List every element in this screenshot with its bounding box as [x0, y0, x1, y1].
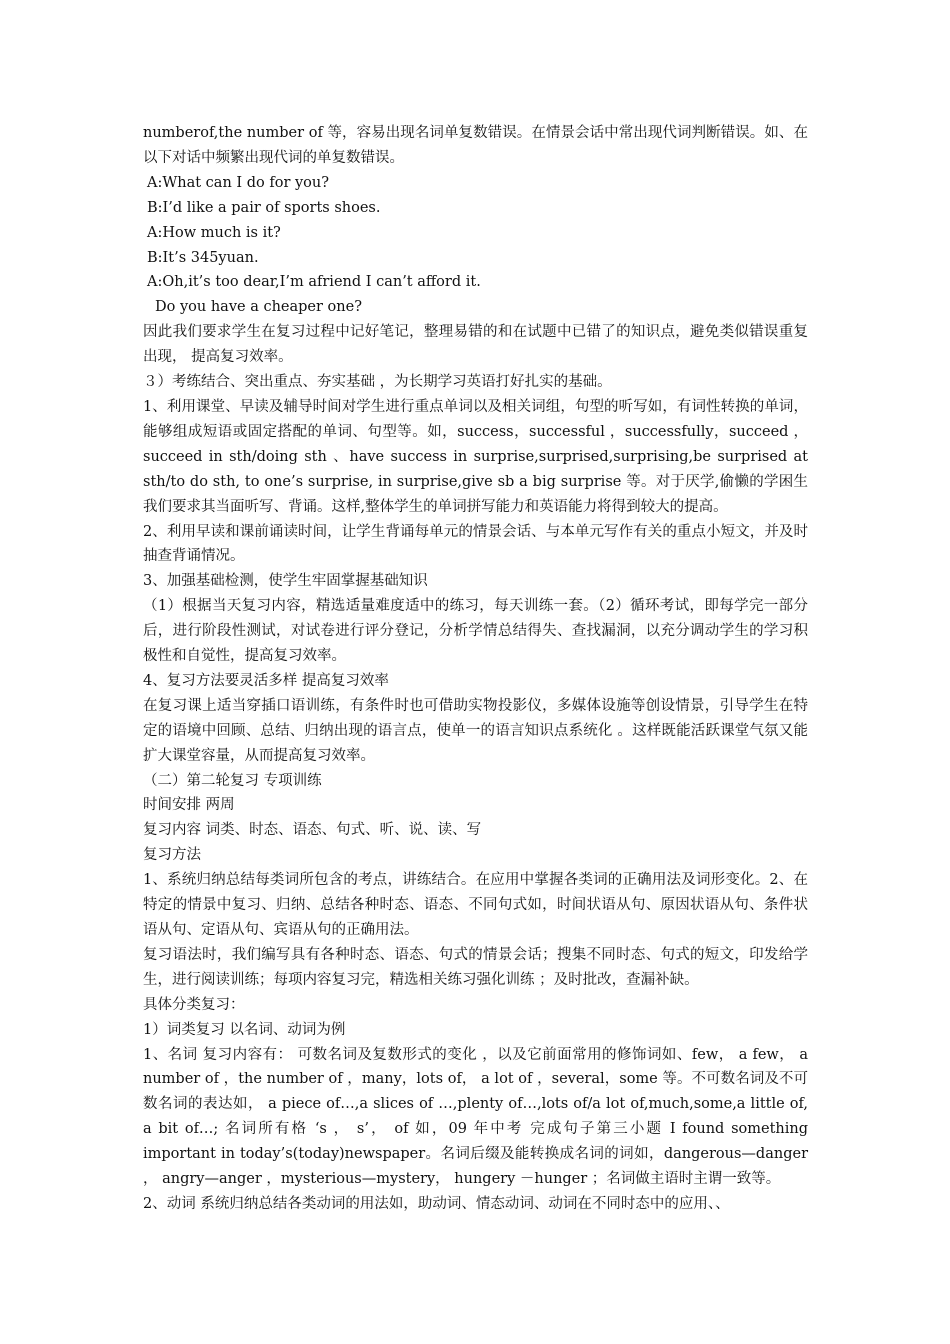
heading-word-classes: 1）词类复习 以名词、动词为例: [143, 1021, 346, 1038]
paragraph-intro: numberof,the number of 等，容易出现名词单复数错误。在情景会话中常出现代词判断错误。如、在以下对话中频繁出现代词的单复数错误。: [143, 125, 808, 166]
paragraph-oral-training: 在复习课上适当穿插口语训练，有条件时也可借助实物投影仪，多媒体设施等创设情景，引导学生在特定的语境中回顾、总结、归纳出现的语言点，使单一的语言知识点系统化 。这样既能活跃课堂气氛又能扩大课堂容量，从而提高复习效率。: [143, 697, 808, 764]
paragraph-grammar-summary: 1、系统归纳总结每类词所包含的考点，讲练结合。在应用中掌握各类词的正确用法及词形变化。2、在特定的情景中复习、归纳、总结各种时态、语态、不同句式如，时间状语从句、原因状语从句、条件状语从句、定语从句、宾语从句的正确用法。: [143, 872, 808, 938]
schedule-line: 时间安排 两周: [143, 797, 235, 814]
heading-practice: ３）考练结合、突出重点、夯实基础 ，为长期学习英语打好扎实的基础。: [143, 374, 612, 391]
dialogue-line-a3-cont: Do you have a cheaper one?: [155, 299, 362, 316]
heading-methods: 4、复习方法要灵活多样 提高复习效率: [143, 672, 389, 689]
dialogue-line-a3: A:Oh,it’s too dear,I’m afriend I can’t afford it.: [147, 274, 481, 291]
dialogue-line-b1: B:I’d like a pair of sports shoes.: [147, 199, 381, 216]
heading-basics: 3、加强基础检测，使学生牢固掌握基础知识: [143, 573, 428, 590]
paragraph-dictation: 1、利用课堂、早读及辅导时间对学生进行重点单词以及相关词组，句型的听写如，有词性转换的单词，能够组成短语或固定搭配的单词、句型等。如，success，successful ，successfully，succeed ， succeed in sth/doing sth 、have success in surprise,surprised,surprising,be surprised at sth/to do sth, to one’s surprise, in surprise,give sb a big surprise 等。对于厌学,偷懒的学困生我们要求其当面听写、背诵。这样,整体学生的单词拼写能力和英语能力将得到较大的提高。: [143, 398, 808, 515]
paragraph-recitation: 2、利用早读和课前诵读时间，让学生背诵每单元的情景会话、与本单元写作有关的重点小短文，并及时抽查背诵情况。: [143, 523, 808, 565]
paragraph-verbs: 2、动词 系统归纳总结各类动词的用法如，助动词、情态动词、动词在不同时态中的应用、、: [143, 1195, 730, 1212]
heading-review-method: 复习方法: [143, 847, 201, 864]
heading-second-round: （二）第二轮复习 专项训练: [143, 772, 322, 789]
paragraph-exercises: （1）根据当天复习内容，精选适量难度适中的练习，每天训练一套。（2）循环考试，即每学完一部分后，进行阶段性测试，对试卷进行评分登记，分析学情总结得失、查找漏洞，以充分调动学生的学习积极性和自觉性，提高复习效率。: [143, 598, 808, 665]
paragraph-notes: 因此我们要求学生在复习过程中记好笔记，整理易错的和在试题中已错了的知识点，避免类似错误重复出现， 提高复习效率。: [143, 324, 808, 366]
heading-categories: 具体分类复习：: [143, 996, 245, 1013]
dialogue-line-b2: B:It’s 345yuan.: [147, 249, 259, 266]
content-line: 复习内容 词类、时态、语态、句式、听、说、读、写: [143, 822, 482, 839]
paragraph-nouns: 1、名词 复习内容有： 可数名词及复数形式的变化 ，以及它前面常用的修饰词如、few， a few， a number of ，the number of ，many，lots of， a lot of ，several，some 等。不可数名词及不可数名词的表达如， a piece of…,a slices of …,plenty of…,lots of/a lot of,much,some,a little of, a bit of…; 名词所有格 ‘s ， s’， of 如，09 年中考 完成句子第三小题 I found something important in today’s(today)newspaper。名词后缀及能转换成名词的词如，dangerous—danger ， angry—anger ，mysterious—mystery， hungery －hunger ；名词做主语时主谓一致等。: [143, 1046, 808, 1188]
document-page: [143, 121, 808, 1217]
dialogue-line-a1: A:What can I do for you?: [147, 174, 330, 191]
dialogue-line-a2: A:How much is it?: [147, 224, 281, 241]
paragraph-grammar-review: 复习语法时，我们编写具有各种时态、语态、句式的情景会话；搜集不同时态、句式的短文，印发给学生，进行阅读训练；每项内容复习完，精选相关练习强化训练 ；及时批改，查漏补缺。: [143, 946, 808, 988]
